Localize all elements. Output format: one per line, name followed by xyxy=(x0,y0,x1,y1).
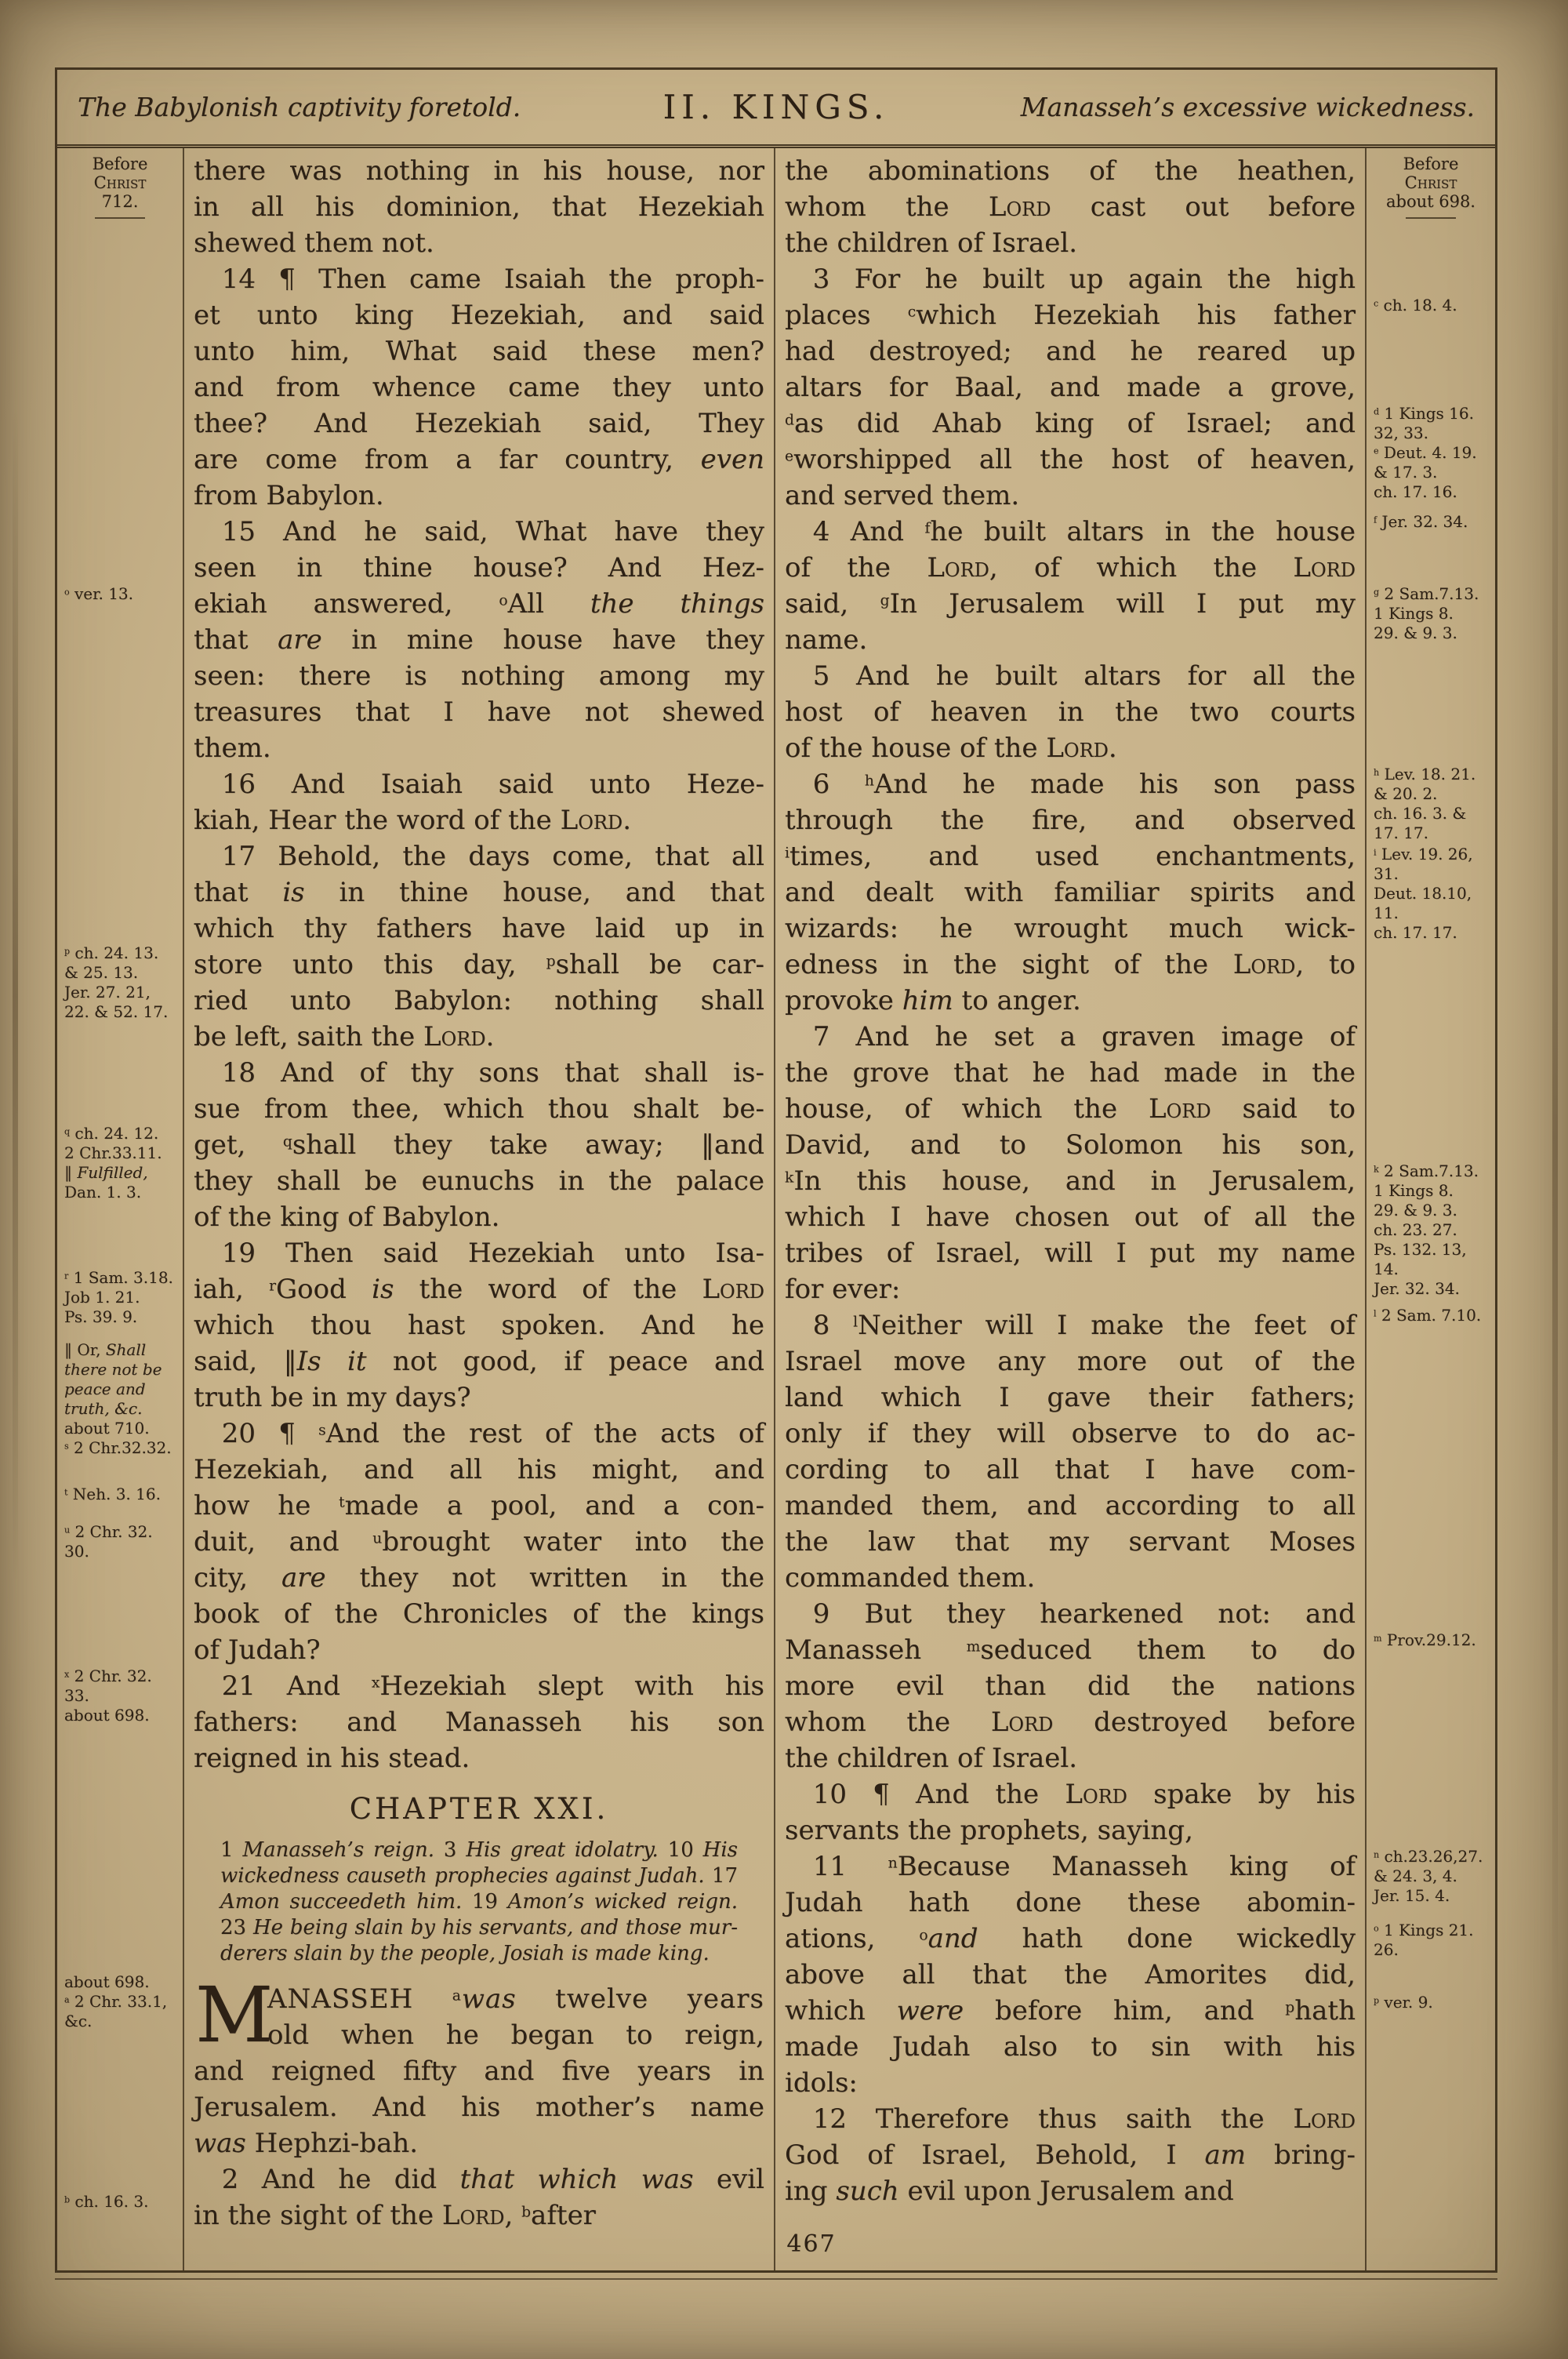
text-line: $^b$ ch. 16. 3. xyxy=(64,2192,149,2211)
text-line: $^e$ Deut. 4. 19. xyxy=(1374,443,1477,462)
text-line: ‖ Or, Shall xyxy=(64,1340,147,1359)
verse-paragraph xyxy=(785,1019,1356,1307)
text-line: get, $^q$shall they take away; ‖and xyxy=(194,1129,764,1161)
verse-paragraph xyxy=(785,766,1356,1019)
left-column-closing-verses xyxy=(194,2161,764,2234)
text-line: ch. 17. 17. xyxy=(1374,923,1457,942)
text-line: $^o$ 1 Kings 21. xyxy=(1374,1921,1474,1939)
text-line: 2 And he did that which was evil xyxy=(221,2164,764,2195)
text-line: 19 Then said Hezekiah unto Isa- xyxy=(221,1238,764,1269)
left-text-column xyxy=(184,148,774,2270)
margin-note xyxy=(1374,765,1493,843)
text-line: $^q$ ch. 24. 12. xyxy=(64,1124,159,1143)
text-line: of the Lord, of which the Lord xyxy=(785,552,1356,583)
text-line: $^e$worshipped all the host of heaven, xyxy=(785,444,1356,475)
verse-paragraph xyxy=(785,261,1356,514)
margin-note xyxy=(1374,296,1493,315)
text-line: 18 And of thy sons that shall is- xyxy=(221,1057,764,1089)
text-line: Christ xyxy=(1404,173,1457,192)
text-line: name. xyxy=(785,624,868,656)
text-line: shewed them not. xyxy=(194,227,434,259)
text-line: 14 ¶ Then came Isaiah the proph- xyxy=(221,264,764,295)
text-line: and dealt with familiar spirits and xyxy=(785,877,1356,908)
right-text-column xyxy=(775,148,1365,2270)
text-line: which I have chosen out of all the xyxy=(785,1201,1356,1233)
text-line: $^k$In this house, and in Jerusalem, xyxy=(785,1165,1356,1197)
text-line: 1 Kings 8. xyxy=(1374,604,1454,623)
text-line: tribes of Israel, will I put my name xyxy=(785,1238,1356,1269)
text-line: truth, &c. xyxy=(64,1399,143,1418)
text-line: are come from a far country, even xyxy=(194,444,764,475)
text-line: of the house of the Lord. xyxy=(785,732,1117,764)
text-line: whom the Lord cast out before xyxy=(785,191,1356,223)
text-line: Jerusalem. And his mother’s name xyxy=(194,2092,764,2123)
margin-note xyxy=(1374,1847,1493,1906)
text-line: in all his dominion, that Hezekiah xyxy=(194,191,764,223)
verse-paragraph xyxy=(194,1416,764,1668)
verse-paragraph xyxy=(785,1848,1356,2101)
text-line: 712. xyxy=(101,192,139,211)
text-line: idols: xyxy=(785,2067,858,2099)
text-line: the abominations of the heathen, xyxy=(785,155,1356,187)
text-line: peace and xyxy=(64,1379,146,1398)
text-line: Dan. 1. 3. xyxy=(64,1183,142,1201)
text-line: 11. xyxy=(1374,903,1399,922)
text-line: $^d$ 1 Kings 16. xyxy=(1374,404,1474,423)
page-number: 467 xyxy=(786,2230,837,2258)
left-column-verses xyxy=(194,153,764,1776)
text-line: David, and to Solomon his son, xyxy=(785,1129,1356,1161)
text-line: the children of Israel. xyxy=(785,227,1078,259)
text-line: Israel move any more out of the xyxy=(785,1346,1356,1377)
text-line: that is in thine house, and that xyxy=(194,877,764,908)
chapter-summary xyxy=(194,1837,764,1967)
text-line: $^t$ Neh. 3. 16. xyxy=(64,1485,161,1503)
verse-paragraph xyxy=(785,1307,1356,1596)
text-line: derers slain by the people, Josiah is made king. xyxy=(220,1942,710,1965)
text-line: $^o$ ver. 13. xyxy=(64,584,134,603)
text-line: house, of which the Lord said to xyxy=(785,1093,1356,1125)
text-line: & 25. 13. xyxy=(64,963,139,982)
text-line: of the king of Babylon. xyxy=(194,1201,500,1233)
margin-note xyxy=(1374,845,1493,943)
text-line: 23 He being slain by his servants, and those mur- xyxy=(220,1916,738,1939)
text-line: 1 Manasseh’s reign. 3 His great idolatry. 10 His xyxy=(220,1838,738,1862)
text-line: city, are they not written in the xyxy=(194,1562,764,1594)
margin-note xyxy=(64,1124,180,1202)
verse-paragraph xyxy=(194,766,764,838)
text-line: only if they will observe to do ac- xyxy=(785,1418,1356,1449)
verse-paragraph xyxy=(785,1596,1356,1776)
verse-paragraph xyxy=(194,838,764,1055)
before-christ-head-right xyxy=(1367,154,1495,219)
text-line: et unto king Hezekiah, and said xyxy=(194,300,764,331)
scan-shadow-right xyxy=(1552,235,1558,2039)
margin-note xyxy=(1374,1306,1493,1325)
margin-note xyxy=(1374,1161,1493,1299)
text-line: which thy fathers have laid up in xyxy=(194,913,764,944)
text-line: ried unto Babylon: nothing shall xyxy=(194,985,764,1016)
margin-note xyxy=(1374,1993,1493,2012)
margin-note xyxy=(1374,1630,1493,1650)
text-line: &c. xyxy=(64,2012,93,2030)
text-line: ch. 16. 3. & xyxy=(1374,804,1467,823)
text-line: the law that my servant Moses xyxy=(785,1526,1356,1558)
text-line: 1 Kings 8. xyxy=(1374,1181,1454,1200)
text-line: $^u$ 2 Chr. 32. xyxy=(64,1522,153,1541)
text-line: which thou hast spoken. And he xyxy=(194,1310,764,1341)
text-line: Jer. 32. 34. xyxy=(1374,1279,1460,1298)
text-line: 14. xyxy=(1374,1259,1399,1278)
text-line: ekiah answered, $^o$All the things xyxy=(194,588,764,620)
margin-note xyxy=(64,1522,180,1561)
text-line: unto him, What said these men? xyxy=(194,336,764,367)
text-line: $^r$ 1 Sam. 3.18. xyxy=(64,1268,173,1287)
verse-paragraph xyxy=(194,2161,764,2234)
text-line: ch. 17. 16. xyxy=(1374,482,1457,501)
text-line: fathers: and Manasseh his son xyxy=(194,1707,764,1738)
text-line: treasures that I have not shewed xyxy=(194,696,764,728)
margin-note xyxy=(64,1972,180,2031)
margin-note xyxy=(1374,1921,1493,1960)
verse-paragraph xyxy=(785,658,1356,766)
right-margin-column xyxy=(1367,148,1495,2270)
text-line: that are in mine house have they xyxy=(194,624,764,656)
text-line: truth be in my days? xyxy=(194,1382,471,1413)
text-line: in the sight of the Lord, $^b$after xyxy=(194,2200,596,2231)
text-line: for ever: xyxy=(785,1274,901,1305)
text-line: ing such evil upon Jerusalem and xyxy=(785,2175,1234,2207)
text-line: manded them, and according to all xyxy=(785,1490,1356,1521)
verse-paragraph xyxy=(785,1776,1356,1848)
text-line: of Judah? xyxy=(194,1634,321,1666)
text-line: seen in thine house? And Hez- xyxy=(194,552,764,583)
text-line: through the fire, and observed xyxy=(785,805,1356,836)
text-line: $^h$ Lev. 18. 21. xyxy=(1374,765,1476,783)
text-line: $^x$ 2 Chr. 32. xyxy=(64,1667,152,1685)
text-line: and reigned fifty and five years in xyxy=(194,2055,764,2087)
verse-paragraph xyxy=(785,2101,1356,2209)
text-line: which were before him, and $^p$hath xyxy=(785,1995,1356,2026)
text-line: 16 And Isaiah said unto Heze- xyxy=(221,769,764,800)
text-line: about 698. xyxy=(64,1706,150,1725)
text-line: 6 $^h$And he made his son pass xyxy=(812,769,1356,800)
text-line: 32, 33. xyxy=(1374,423,1428,442)
text-line: 26. xyxy=(1374,1940,1399,1959)
margin-note xyxy=(1374,512,1493,532)
header-center-title: II. KINGS. xyxy=(662,88,890,126)
margin-note xyxy=(64,943,180,1022)
text-line: $^s$ 2 Chr.32.32. xyxy=(64,1438,172,1457)
text-line: altars for Baal, and made a grove, xyxy=(785,372,1356,403)
text-line: 3 For he built up again the high xyxy=(812,264,1356,295)
text-line: ch. 23. 27. xyxy=(1374,1220,1457,1239)
text-line: 7 And he set a graven image of xyxy=(812,1021,1356,1052)
text-line: 31. xyxy=(1374,864,1399,883)
text-line: 33. xyxy=(64,1686,89,1705)
text-line: Job 1. 21. xyxy=(64,1288,140,1307)
text-line: made Judah also to sin with his xyxy=(785,2031,1356,2063)
margin-note xyxy=(1374,404,1493,502)
text-line: 17. 17. xyxy=(1374,823,1428,842)
text-line: $^m$ Prov.29.12. xyxy=(1374,1630,1476,1649)
text-line: ations, $^o$and hath done wickedly xyxy=(785,1923,1356,1954)
verse-paragraph xyxy=(785,153,1356,261)
verse-paragraph xyxy=(194,1235,764,1416)
verse-1-dropcap-paragraph xyxy=(194,1971,764,2161)
text-line: had destroyed; and he reared up xyxy=(785,336,1356,367)
text-line: there not be xyxy=(64,1360,162,1379)
text-line: reigned in his stead. xyxy=(194,1743,470,1774)
text-line: Jer. 15. 4. xyxy=(1374,1886,1450,1905)
drop-cap-letter: M xyxy=(195,1971,274,2059)
text-line: Christ xyxy=(93,173,147,192)
text-line: from Babylon. xyxy=(194,480,384,511)
text-line: thee? And Hezekiah said, They xyxy=(194,408,764,439)
text-line: 17 Behold, the days come, that all xyxy=(221,841,764,872)
text-line: old when he began to reign, xyxy=(267,2019,764,2051)
page-content xyxy=(57,148,1495,2270)
text-line: Before xyxy=(92,154,148,173)
verse-paragraph xyxy=(194,261,764,514)
text-line: Manasseh $^m$seduced them to do xyxy=(785,1634,1356,1666)
text-line: land which I gave their fathers; xyxy=(785,1382,1356,1413)
margin-note xyxy=(64,1340,180,1458)
text-line: 29. & 9. 3. xyxy=(1374,623,1457,642)
text-line: $^g$ 2 Sam.7.13. xyxy=(1374,584,1479,603)
page-frame xyxy=(55,67,1497,2273)
text-line: provoke him to anger. xyxy=(785,985,1081,1016)
text-line: $^d$as did Ahab king of Israel; and xyxy=(785,408,1356,439)
header-right-title: Manasseh’s excessive wickedness. xyxy=(1020,92,1475,122)
text-line: more evil than did the nations xyxy=(785,1670,1356,1702)
text-line: ANASSEH $^a$was twelve years xyxy=(267,1983,764,2015)
text-line: 20 ¶ $^s$And the rest of the acts of xyxy=(221,1418,764,1449)
text-line: places $^c$which Hezekiah his father xyxy=(785,300,1356,331)
text-line: Jer. 27. 21, xyxy=(64,983,151,1001)
text-line: was Hephzi-bah. xyxy=(194,2128,419,2159)
text-line: $^a$ 2 Chr. 33.1, xyxy=(64,1992,168,2011)
text-line: said, ‖Is it not good, if peace and xyxy=(194,1346,764,1377)
text-line: whom the Lord destroyed before xyxy=(785,1707,1356,1738)
margin-note xyxy=(64,1268,180,1327)
text-line: about 710. xyxy=(64,1419,150,1438)
text-line: ‖ Fulfilled, xyxy=(64,1163,148,1182)
text-line: about 698. xyxy=(64,1972,150,1991)
text-line: they shall be eunuchs in the palace xyxy=(194,1165,764,1197)
text-line: iah, $^r$Good is the word of the Lord xyxy=(194,1274,765,1305)
text-line: $^i$ Lev. 19. 26, xyxy=(1374,845,1473,863)
text-line: $^k$ 2 Sam.7.13. xyxy=(1374,1161,1479,1180)
text-line: $^l$ 2 Sam. 7.10. xyxy=(1374,1306,1482,1325)
text-line: 11 $^n$Because Manasseh king of xyxy=(812,1851,1356,1882)
text-line: Amon succeedeth him. 19 Amon’s wicked reign. xyxy=(220,1890,738,1914)
margin-note xyxy=(64,584,180,604)
text-line: Judah hath done these abomin- xyxy=(785,1887,1356,1918)
text-line: wizards: he wrought much wick- xyxy=(785,913,1356,944)
margin-note xyxy=(64,1485,180,1504)
text-line: there was nothing in his house, nor xyxy=(194,155,764,187)
text-line: 15 And he said, What have they xyxy=(221,516,764,547)
text-line: sue from thee, which thou shalt be- xyxy=(194,1093,764,1125)
text-line: and served them. xyxy=(785,480,1020,511)
margin-note xyxy=(64,2192,180,2212)
text-line: Before xyxy=(1403,154,1459,173)
header-left-title: The Babylonish captivity foretold. xyxy=(78,92,521,122)
drop-cap-lines xyxy=(194,1971,764,2161)
text-line: wickedness causeth prophecies against Judah. 17 xyxy=(220,1864,738,1888)
scan-shadow-left xyxy=(13,408,18,1584)
verse-paragraph xyxy=(194,514,764,766)
text-line: about 698. xyxy=(1385,192,1475,211)
text-line: kiah, Hear the word of the Lord. xyxy=(194,805,631,836)
text-line: host of heaven in the two courts xyxy=(785,696,1356,728)
text-line: 22. & 52. 17. xyxy=(64,1002,169,1021)
verse-paragraph xyxy=(194,1055,764,1235)
text-line: the children of Israel. xyxy=(785,1743,1078,1774)
text-line: $^f$ Jer. 32. 34. xyxy=(1374,512,1468,531)
text-line: servants the prophets, saying, xyxy=(785,1815,1193,1846)
verse-paragraph xyxy=(785,514,1356,658)
text-line: 2 Chr.33.11. xyxy=(64,1143,162,1162)
chapter-heading: CHAPTER XXI. xyxy=(349,1792,609,1826)
margin-note xyxy=(64,1667,180,1725)
page-header xyxy=(57,70,1495,148)
text-line: Ps. 132. 13, xyxy=(1374,1240,1467,1259)
text-line: & 20. 2. xyxy=(1374,784,1438,803)
text-line: commanded them. xyxy=(785,1562,1036,1594)
text-line: 30. xyxy=(64,1542,89,1561)
text-line: God of Israel, Behold, I am bring- xyxy=(785,2139,1356,2171)
text-line: 5 And he built altars for all the xyxy=(812,660,1356,692)
verse-paragraph xyxy=(194,153,764,261)
text-line: 12 Therefore thus saith the Lord xyxy=(812,2103,1356,2135)
text-line: $^i$times, and used enchantments, xyxy=(785,841,1356,872)
before-christ-head-left xyxy=(57,154,183,219)
text-line: how he $^t$made a pool, and a con- xyxy=(194,1490,764,1521)
text-line: duit, and $^u$brought water into the xyxy=(194,1526,764,1558)
text-line: Ps. 39. 9. xyxy=(64,1307,138,1326)
text-line: book of the Chronicles of the kings xyxy=(194,1598,764,1630)
text-line: $^n$ ch.23.26,27. xyxy=(1374,1847,1483,1866)
text-line: edness in the sight of the Lord, to xyxy=(785,949,1356,980)
text-line: said, $^g$In Jerusalem will I put my xyxy=(785,588,1356,620)
text-line: & 24. 3, 4. xyxy=(1374,1866,1457,1885)
verse-paragraph xyxy=(194,1668,764,1776)
text-line: $^p$ ver. 9. xyxy=(1374,1993,1433,2012)
text-line: 9 But they hearkened not: and xyxy=(812,1598,1356,1630)
text-line: 21 And $^x$Hezekiah slept with his xyxy=(221,1670,764,1702)
text-line: above all that the Amorites did, xyxy=(785,1959,1356,1990)
text-line: them. xyxy=(194,732,271,764)
text-line: 8 $^l$Neither will I make the feet of xyxy=(812,1310,1356,1341)
text-line: store unto this day, $^p$shall be car- xyxy=(194,949,765,980)
text-line: the grove that he had made in the xyxy=(785,1057,1356,1089)
text-line: Deut. 18.10, xyxy=(1374,884,1472,903)
text-line: $^p$ ch. 24. 13. xyxy=(64,943,159,962)
right-column-verses xyxy=(785,153,1356,2209)
text-line: 10 ¶ And the Lord spake by his xyxy=(812,1779,1356,1810)
text-line: $^c$ ch. 18. 4. xyxy=(1374,296,1457,314)
text-line: cording to all that I have com- xyxy=(785,1454,1356,1485)
text-line: 4 And $^f$he built altars in the house xyxy=(812,516,1356,547)
margin-note xyxy=(1374,584,1493,643)
text-line: seen: there is nothing among my xyxy=(194,660,764,692)
left-margin-column xyxy=(57,148,183,2270)
text-line: Hezekiah, and all his might, and xyxy=(194,1454,764,1485)
text-line: be left, saith the Lord. xyxy=(194,1021,495,1052)
text-line: 29. & 9. 3. xyxy=(1374,1201,1457,1219)
text-line: & 17. 3. xyxy=(1374,463,1438,482)
text-line: and from whence came they unto xyxy=(194,372,764,403)
